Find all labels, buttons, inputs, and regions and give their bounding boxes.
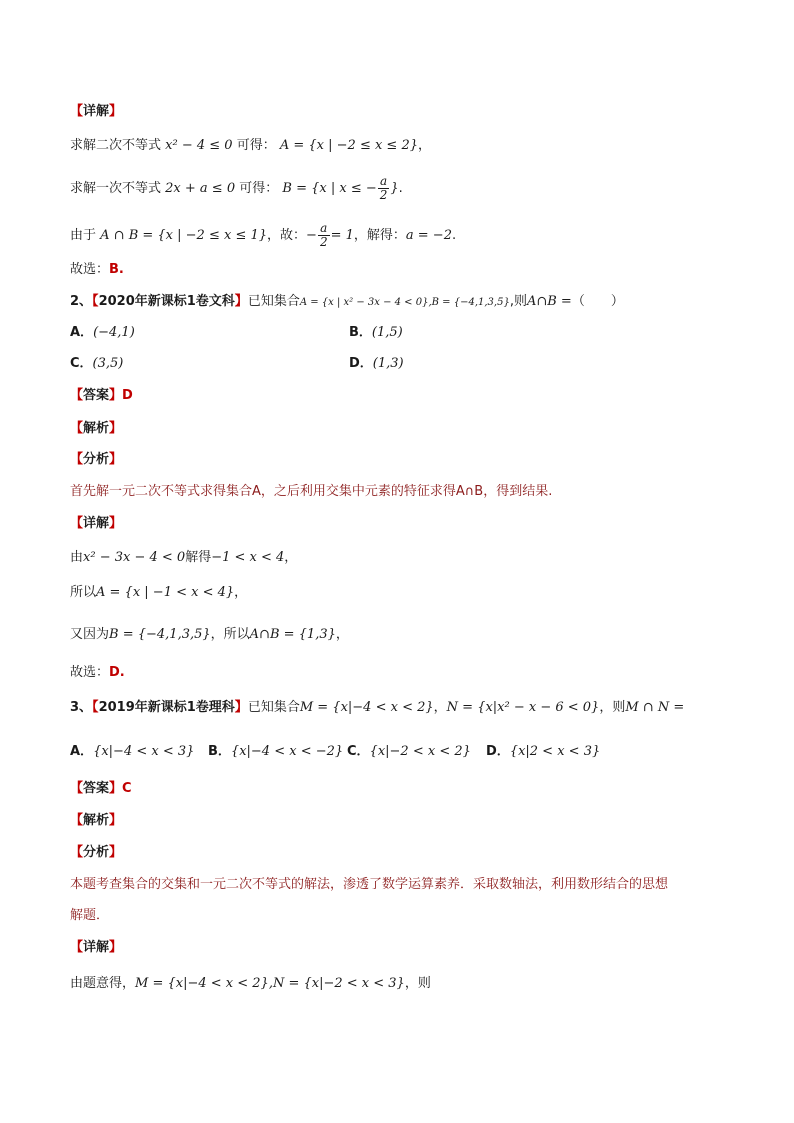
- answer-line-2: 【答案】D: [70, 388, 133, 403]
- question-3-option-c[interactable]: C．{x|−2 < x < 2}: [347, 744, 471, 759]
- question-3-option-d[interactable]: D．{x|2 < x < 3}: [486, 744, 601, 759]
- q2-detail-line-1: 由x² − 3x − 4 < 0解得−1 < x < 4，: [70, 550, 298, 565]
- q2-detail-line-3: 又因为B = {−4,1,3,5}，所以A∩B = {1,3}，: [70, 627, 349, 642]
- question-3-stem: 3、【2019年新课标1卷理科】已知集合M = {x|−4 < x < 2}，N = {x|x² − x − 6 < 0}，则M ∩ N =: [70, 700, 685, 715]
- fenxi-text-3-line-1: 本题考查集合的交集和一元二次不等式的解法，渗透了数学运算素养．采取数轴法，利用数形结合的思想: [70, 877, 669, 892]
- analysis-heading-3: 【解析】: [70, 813, 123, 828]
- fraction-a-over-2: $\frac{a}{2}$: [319, 221, 328, 249]
- fraction-a-over-2: $\frac{a}{2}$: [379, 174, 388, 202]
- question-3-option-b[interactable]: B．{x|−4 < x < −2}: [208, 744, 344, 759]
- fenxi-text-3-line-2: 解题．: [70, 908, 110, 923]
- fenxi-heading-2: 【分析】: [70, 452, 123, 467]
- detail-heading-3: 【详解】: [70, 940, 123, 955]
- choose-line-1: 故选：B.: [70, 262, 124, 277]
- detail-line-2: 求解一次不等式 2x + a ≤ 0 可得： B = {x | x ≤ − $\frac{a}{2}$ }.: [70, 174, 403, 202]
- question-2-stem: 2、【2020年新课标1卷文科】已知集合A = {x | x² − 3x − 4 < 0},B = {−4,1,3,5},则A∩B =（ ）: [70, 294, 624, 309]
- question-3-option-a[interactable]: A．{x|−4 < x < 3}: [70, 744, 195, 759]
- detail-heading-2: 【详解】: [70, 516, 123, 531]
- fenxi-heading-3: 【分析】: [70, 845, 123, 860]
- q2-detail-line-2: 所以A = {x | −1 < x < 4}，: [70, 585, 248, 600]
- q3-detail-line-1: 由题意得，M = {x|−4 < x < 2},N = {x|−2 < x < 3}，则: [70, 976, 431, 991]
- choose-line-2: 故选：D.: [70, 665, 125, 680]
- detail-line-1: 求解二次不等式 x² − 4 ≤ 0 可得： A = {x | −2 ≤ x ≤ 2}，: [70, 138, 432, 153]
- question-2-option-d[interactable]: D．(1,3): [349, 356, 404, 371]
- analysis-heading-2: 【解析】: [70, 421, 123, 436]
- question-2-option-a[interactable]: A．(−4,1): [70, 325, 135, 340]
- question-2-option-c[interactable]: C．(3,5): [70, 356, 124, 371]
- detail-heading-1: 【详解】: [70, 104, 123, 119]
- fenxi-text-2: 首先解一元二次不等式求得集合A，之后利用交集中元素的特征求得A∩B，得到结果.: [70, 484, 553, 499]
- detail-line-3: 由于 A ∩ B = {x | −2 ≤ x ≤ 1}，故：− $\frac{a}{2}$ = 1，解得：a = −2.: [70, 221, 457, 249]
- question-2-option-b[interactable]: B．(1,5): [349, 325, 403, 340]
- answer-line-3: 【答案】C: [70, 781, 132, 796]
